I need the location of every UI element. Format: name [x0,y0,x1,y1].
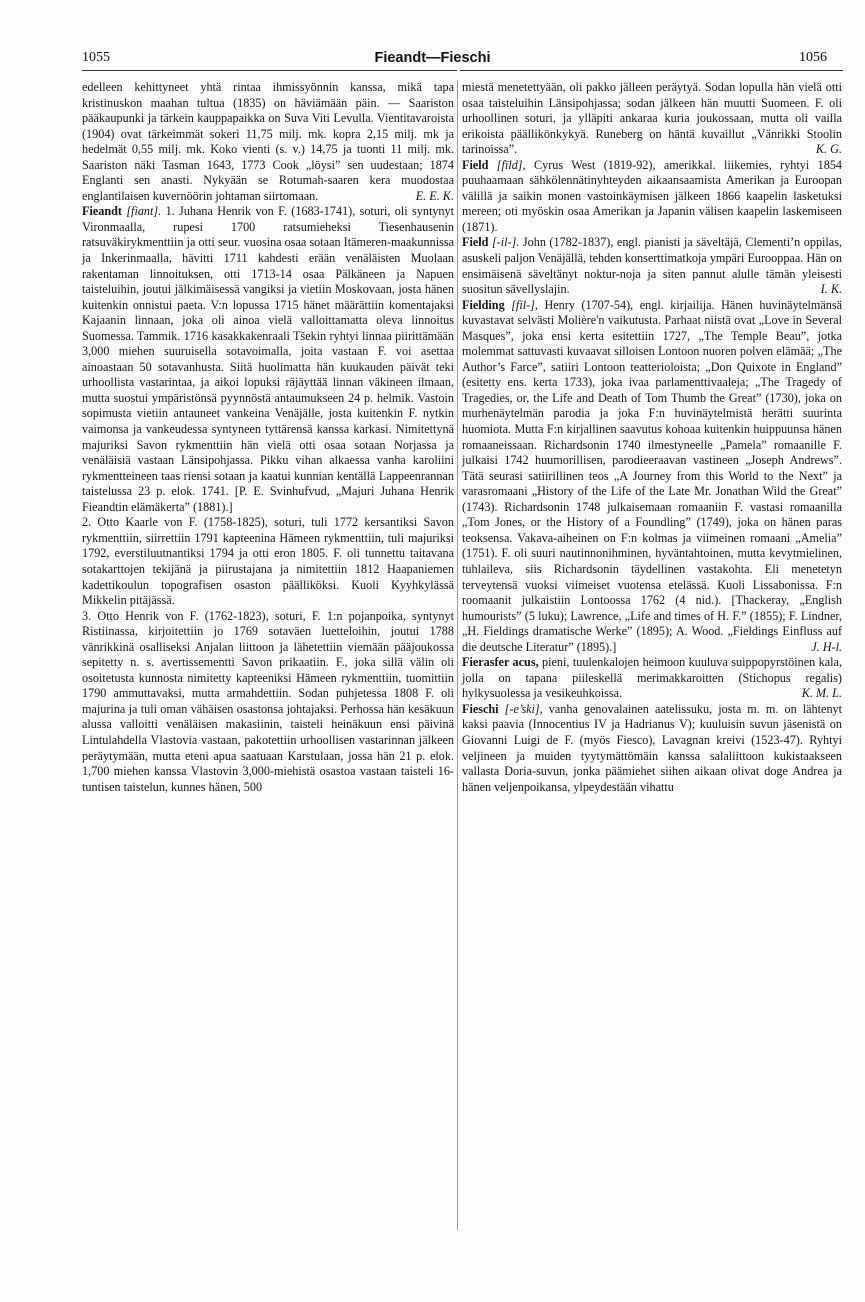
headword: Fierasfer acus, [462,655,539,670]
headword: Fieschi [462,701,499,716]
article-paragraph [462,80,842,158]
article-text: Cyrus West (1819-92), amerikkal. liikemies, ryhtyi 1854 puuhaamaan sähkölennätinyhteyden aikaansaamista Amerikan ja Euroopan välillä ja saikin monen vastoinkäymisen jälkeen 1866 kaapelin lasketuksi mereen; oti myöskin osaa Amerikan ja Japanin välisen kaapelin laskemiseen (1871). [462,157,843,234]
article-text: 1. Juhana Henrik von F. (1683-1741), soturi, oli syntynyt Vironmaalla, rupesi 1700 ratsumieheksi Tiesenhausenin ratsuväkirykmenttiin ja otti seur. vuosina osaa sotaan Itämeren-maakunnissa ja Inkerinmaalla, hävitti 1711 kahdesti erään venäläisten Muolaan rakentaman linnoituksen, otti 1713-14 osaa Pälkäneen ja Napuen taisteluihin, joutui jälkimäisessä vangiksi ja vietiin Moskovaan, josta hänen kuitenkin onnistui paeta. V:n lopussa 1715 hänet määrättiin komentajaksi Kajaanin linnaan, joka oli ainoa vielä valloittamatta oleva linnoitus Suomessa. Tammik. 1716 kasakkakenraali Tšekin ryhtyi linnaa piirittämään 3,000 miehen suuruisella sotavoimalla, joita vastaan F. voi asettaa ainoastaan 50 sotavanhusta. Siitä huolimatta hän kuukauden päivät teki urhoollista vastarintaa, ja aikoi lopuksi räjäyttää linnan väkineen ilmaan, mutta suostui ympäristönsä pyynnöstä antaumukseen 24 p. helmik. Vastoin sopimusta vietiin antauneet vankeina Venäjälle, josta kuitenkin F. nytkin vaimonsa ja vankeudessa syntyneen tyttärensä kanssa karkasi. Nimitettynä majuriksi Savon rykmenttiin hän vielä otti osaa sotaan Norjassa ja venäläisiä vastaan Länsipohjassa. Pikku vihan alkaessa vanha karoliini rykmentteineen taas riensi sotaan ja kaatui kunnian kentällä Lappeenrannan taistelussa 23 p. elok. 1741. [P. E. Svinhufvud, „Majuri Juhana Henrik Fieandtin elämäkerta” (1881).] [82,204,454,514]
article-paragraph [462,235,842,297]
article-text: Henry (1707-54), engl. kirjailija. Hänen huvinäytelmänsä kuvastavat selvästi Molière'n vaikutusta. Parhaat niistä ovat „Love in Several Masques”, joka ensi kerta esitettiin 1727, „The Temple Beau”, jotka molemmat sattuvasti kuvaavat silloisen Lontoon nuoren polven elämää; „The Author’s Farce”, satiiri Lontoon teatterioloista; „Don Quixote in England” (esitetty ens. kerta 1733), joka ivaa parlamenttivaaleja; „The Tragedy of Tragedies, or, the Life and Death of Tom Thumb the Great” (1730), joka on murhenäytelmän parodia ja joka F:n huvinäytelmistä herätti suurinta huomiota. Mutta F:n kirjallinen saavutus kohoaa kuitenkin huippuunsa hänen romaaneissaan. Richardsonin 1740 ilmestyneelle „Pamela” romaanille F. julkaisi 1742 huumorillisen, parodieeraavan vastineen „Joseph Andrews”. Tätä seurasi satiirillinen teos „A Journey from this World to the Next” ja varasromaani „History of the Life of the Late Mr. Jonathan Wild the Great” (1743). Richardsonin 1748 julkaisemaan romaaniin F. vastasi romaanilla „Tom Jones, or the History of a Foundling” (1749), joka on hänen paras teoksensa. Vakava-aiheinen on F:n kolmas ja viimeinen romaani „Amelia” (1751). F. oli suuri nautinnonihminen, hyväntahtoinen, mutta kevytmielinen, tuhlaileva, siis Richardsonin täydellinen vastakohta. Eli menetetyn terveytensä vuoksi viimeiset vuotensa etelässä. Kuoli Lissabonissa. F:n roomaanit julkaistiin Lontoossa 1762 (4 nid.). [Thackeray, „English humourists” (5 luku); Lawrence, „Life and times of H. F.” (1855); F. Lindner, „H. Fieldings dramatische Werke” (1895); A. Wood. „Fieldings Einfluss auf die deutsche Literatur” (1895).] [462,297,843,654]
article-paragraph [82,609,454,796]
author-signature: J. H-l. [811,639,842,654]
right-column [462,80,842,795]
article-paragraph [82,204,454,515]
article-text: edelleen kehittyneet yhtä rintaa ihmissyönnin kanssa, mikä tapa kristinuskon maahan tultua (1835) on häviämään päin. — Saariston pääkaupunki ja tärkein kauppapaikka on Suva Viti Levulla. Vientitavaroista (1904) ovat tärkeimmät sokeri 11,75 milj. mk. kopra 2,15 milj. mk ja hedelmät 0,55 milj. mk. Koko vienti (s. v.) 14,75 ja tuonti 11 milj. mk. Saariston näki Tasman 1643, 1773 Cook „löysi” sen uudestaan; 1874 Englanti sen anasti. Nykyään se Rotumah-saaren kera muodostaa englantilaisen kuvernöörin johtaman siirtomaan. [82,80,454,203]
left-page-number: 1055 [82,50,110,65]
column-divider [457,80,458,1230]
article-text: miestä menetettyään, oli pakko jälleen peräytyä. Sodan lopulla hän vielä otti osaa taisteluihin Länsipohjassa; sodan jälkeen hän muutti Suomeen. F. oli urhoollinen soturi, ja ylläpiti ankaraa kuria joukossaan, mutta oli vailla erikoista päällikönkykyä. Runeberg on häntä kuvaillut „Vänrikki Stoolin tarinoissa”. [462,80,842,157]
pronunciation: [-il-]. [491,235,520,250]
article-paragraph [462,702,842,795]
headword: Field [462,157,489,172]
left-column [82,80,454,795]
article-paragraph [462,298,842,656]
article-text: John (1782-1837), engl. pianisti ja säveltäjä, Clementi’n oppilas, asuskeli paljon Venäjällä, tehden konserttimatkoja ympäri Eurooppaa. Hän on ensimäisenä säveltänyt noktur-noja ja siten pannut alulle tämän yleisesti suositun sävellyslajin. [462,235,843,297]
header-rule-right [460,70,843,71]
header-rule-left [82,70,457,71]
author-signature: I. K. [820,282,842,297]
article-paragraph [462,158,842,236]
pronunciation: [fiant]. [126,204,162,219]
pronunciation: [fil-], [511,297,538,312]
headword: Fielding [462,297,505,312]
article-text: vanha genovalainen aatelissuku, josta m. m. on lähtenyt kaksi paavia (Innocentius IV ja Hadrianus V); kuuluisin suvun jäsenistä on Giovanni Luigi de F. (myös Fiesco), Lavagnan kreivi (1523-47). Ryhtyi veljineen ja muiden tyytymättömäin kanssa salaliittoon kukistaakseen vallasta Doria-suvun, jonka päämiehet siihen aikaan olivat doge Andrea ja hänen veljenpoikansa, ylpeydestään vihattu [462,701,843,794]
author-signature: K. M. L. [801,686,842,701]
article-paragraph [462,655,842,702]
right-page-number: 1056 [799,50,827,65]
article-text: 3. Otto Henrik von F. (1762-1823), soturi, F. 1:n pojanpoika, syntynyt Ristiinassa, kirjoitettiin jo 1769 sotaväen luetteloihin, joutui 1788 vänrikkinä osalliseksi Anjalan liittoon ja lähetettiin viemään pääjoukossa sepitetty n. s. avertissementti Savon prikaatiin. F., joka sillä välin oli osoitetusta kunnosta nimitetty kapteeniksi Hämeen rykmenttiin, tuomittiin 1790 ammuttavaksi, mutta armahdettiin. Sodan puhjetessa 1808 F. oli majurina ja tuli oman vähäisen osastonsa johtajaksi. Perhossa hän kesäkuun alussa valloitti venäläisen makasiinin, taisteli heinäkuun ensi päivinä Lintulahdella Vlastovia vastaan, pakotettiin urhoollisen vastarinnan jälkeen peräytymään, mutta eteni apua saatuaan Karstulaan, jossa hän 21 p. elok. 1,700 miehen kanssa Vlastovin 3,000-miehistä osastoa vastaan taisteli 16-tuntisen taistelun, kunnes hänen, 500 [82,608,454,794]
article-text: 2. Otto Kaarle von F. (1758-1825), soturi, tuli 1772 kersantiksi Savon rykmenttiin, siirrettiin 1791 kapteenina Hämeen rykmenttiin, tuli majuriksi 1792, everstiluutnantiksi 1794 ja otti eron 1805. F. oli tunnettu taitavana sotakarttojen tekijänä ja piirustajana ja nimitettiin 1812 Haapaniemen kadettikoulun topografisen osaston päälliköksi. Kuoli Kyyhkylässä Mikkelin pitäjässä. [82,515,454,608]
headword: Fieandt [82,204,122,219]
article-paragraph [82,515,454,608]
article-text: pieni, tuulenkalojen heimoon kuuluva suippopyrstöinen kala, jolla on tapana piileskellä merimakkaroitten (Stichopus regalis) hylkysuolessa ja vesikeuhkoissa. [462,655,843,701]
author-signature: E. E. K. [415,188,454,203]
pronunciation: [-e’ski], [504,701,543,716]
pronunciation: [fīld], [496,157,526,172]
running-title: Fieandt—Fieschi [374,50,491,66]
author-signature: K. G. [815,142,842,157]
headword: Field [462,235,489,250]
article-paragraph [82,80,454,204]
